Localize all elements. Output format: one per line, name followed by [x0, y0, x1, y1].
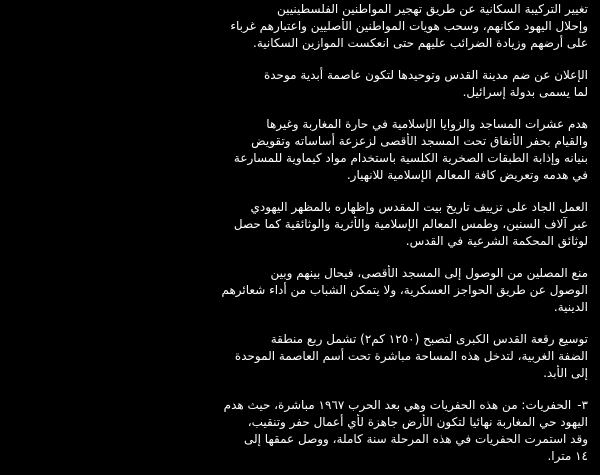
text-line: على أرضهم وزيادة الضرائب عليهم حتى انعكست الموازين السكانية.: [253, 36, 588, 50]
text-line: [18, 397, 588, 414]
text-line: وقد استمرت الحفريات في هذه المرحلة سنة كاملة، ووصل عمقها إلى: [244, 432, 588, 446]
text-line: هدم عشرات المساجد والزوايا الإسلامية في حارة المغاربة وغيرها: [266, 117, 588, 131]
paragraph-annexation: [18, 67, 588, 101]
text-line: لما يسمى بدولة إسرائيل.: [462, 85, 588, 99]
document-body: [18, 0, 588, 475]
paragraph-population-change: [18, 1, 588, 52]
text-line: بنيانه وإذابة الطبقات الصخرية الكلسية باستخدام مواد كيماوية للمسارعة: [233, 151, 588, 165]
text-line: وإحلال اليهود مكانهم، وسحب هويات المواطنين الأصليين واعتبارهم غرباء: [230, 19, 588, 33]
item-number: ٣-: [577, 398, 588, 412]
paragraph-access-prevention: [18, 265, 588, 316]
text-line: توسيع رقعة القدس الكبرى لتصبح (١٢٥٠ كم٢) تشمل ربع منطقة: [270, 332, 588, 346]
paragraph-excavations: [18, 397, 588, 465]
paragraph-history-falsification: [18, 199, 588, 250]
text-line: لوثائق المحكمة الشرعية في القدس.: [405, 234, 588, 248]
text-line: الوصول عن طريق الحواجز العسكرية، ولا يتمكن الشباب من أداء شعائرهم: [221, 283, 588, 297]
text-line: عبر آلاف السنين، وطمس المعالم الإسلامية والأثرية والوثائقية كما حصل: [233, 217, 588, 231]
text-line: اليهود حي المغاربة نهائيا لتكون الأرض جاهزة لأي أعمال حفر وتنقيب،: [247, 415, 588, 429]
paragraph-demolition: [18, 116, 588, 184]
text-line: والقيام بحفر الأنفاق تحت المسجد الأقصى لزعزعة أساساته وتقويض: [251, 134, 588, 148]
text-line: إلى الأبد.: [543, 366, 588, 380]
text-line: العمل الجاد على تزييف تاريخ بيت المقدس وإظهاره بالمظهر اليهودي: [250, 200, 588, 214]
text-line-content: الحفريات: من هذه الحفريات وهي بعد الحرب ١٩٦٧ مباشرة، حيث هدم: [223, 398, 572, 412]
text-line: الضفة الغربية، لتدخل هذه المساحة مباشرة تحت أسم العاصمة الموحدة: [234, 349, 588, 363]
text-line: الإعلان عن ضم مدينة القدس وتوحيدها لتكون عاصمة أبدية موحدة: [263, 68, 588, 82]
text-line: ١٤ مترا.: [547, 449, 588, 463]
text-line: في هدمه وتعريض كافة المعالم الإسلامية للانهيار.: [346, 168, 588, 182]
paragraph-greater-jerusalem: [18, 331, 588, 382]
text-line: الدينية.: [553, 300, 588, 314]
text-line: تغيير التركيبة السكانية عن طريق تهجير المواطنين الفلسطينيين: [277, 2, 588, 16]
text-line: منع المصلين من الوصول إلى المسجد الأقصى، فيحال بينهم وبين: [270, 266, 588, 280]
